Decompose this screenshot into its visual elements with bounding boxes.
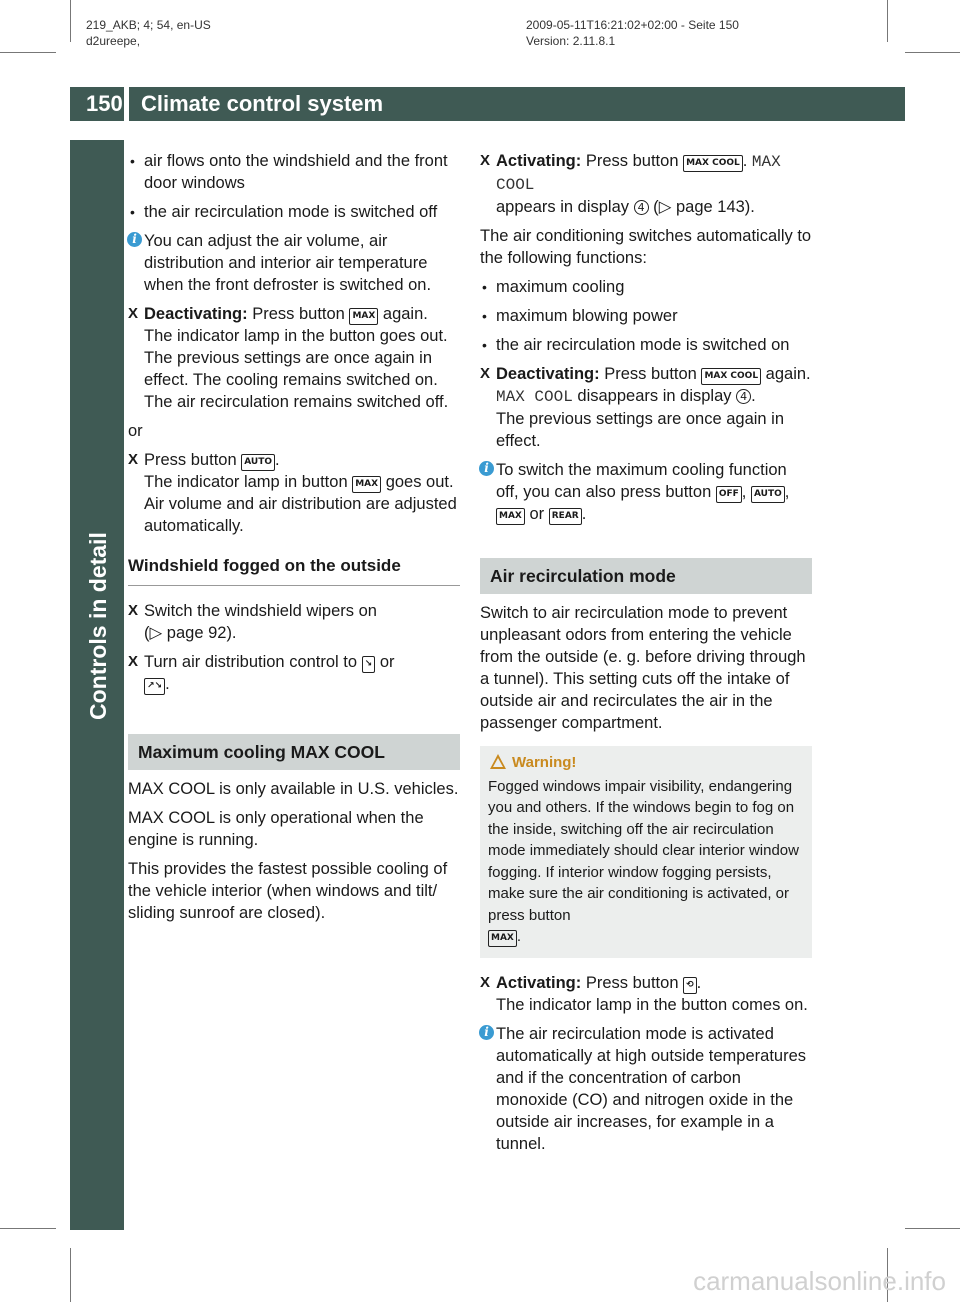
warning-title-text: Warning! [512,754,577,771]
step-arrow-icon: X [480,365,491,382]
step-text: or [379,653,395,671]
list-item [480,276,812,298]
list-item [480,305,812,327]
warning-text: Fogged windows impair visibility, endangering you and others. If the windows begin to fog on the inside, switching off the air recirculation mode immediately should clear interior window fogging. If interior window fogging persists, make sure the air conditioning is activated, or press button [488,777,799,924]
left-column [128,150,460,931]
print-meta-left [86,17,211,49]
crop-mark [0,1228,56,1229]
crop-mark [887,0,888,42]
print-meta-line: 219_AKB; 4; 54, en-US [86,18,211,32]
step-text: again. [382,305,428,323]
step-arrow-icon: X [128,602,139,619]
or-text: or [128,422,143,440]
side-tab-label [83,520,113,720]
step-arrow-icon: X [480,152,491,169]
step-text: page 143). [675,198,755,216]
max-cool-icon: MAX COOL [701,368,761,385]
page-title: Climate control system [129,87,905,121]
paragraph: Switch to air recirculation mode to prevent unpleasant odors from entering the vehicle from the outside (e. g. before driving through a tunnel). This setting cuts off the intake of outside air and recirculates the air in the passenger compartment. [480,604,806,732]
list-item [128,201,460,223]
subheading: Windshield fogged on the outside [128,555,460,586]
defrost-max-icon: MAX [488,930,517,947]
defrost-max-icon: MAX [352,476,381,493]
crop-mark [905,52,960,53]
display-text: MAX COOL [496,388,573,406]
info-icon: i [479,461,494,476]
auto-icon: AUTO [751,486,785,503]
print-meta-line: Version: 2.11.8.1 [526,34,616,48]
rear-defrost-icon: REAR [549,508,582,525]
step-text: The indicator lamp in the button goes out. The previous settings are once again in effect. The cooling remains switched on. The air recirculation remains switched off. [144,327,449,411]
list-item [480,334,812,356]
crop-mark [70,1248,71,1302]
step-item: X Activating: Press button MAX COOL . MAX COOL appears in display 4 (▷ page 143). [480,152,781,216]
air-distribution-windshield-icon: ↘ [362,656,376,673]
max-cool-icon: MAX COOL [683,155,743,172]
paragraph: MAX COOL is only available in U.S. vehicles. [128,780,459,798]
info-note: i To switch the maximum cooling function off, you can also press button OFF , AUTO , MAX or REAR . [480,459,812,525]
side-tab-text: Controls in detail [85,532,111,720]
display-text: MAX COOL [496,153,781,194]
paragraph: This provides the fastest possible cooling of the vehicle interior (when windows and tilt/ sliding sunroof are closed). [128,860,448,922]
right-column [480,150,812,1162]
step-text: appears in display [496,198,629,216]
display-4-icon: 4 [634,200,649,215]
step-text: Switch the windshield wipers on [144,602,377,620]
step-item: X Activating: Press button ⟲ . The indicator lamp in the button comes on. [480,973,808,1014]
step-text: Press button [585,973,679,992]
warning-box: Warning! Fogged windows impair visibility, endangering you and others. If the windows begin to fog on the inside, switching off the air recirculation mode immediately should clear interior window fogging. If interior window fogging persists, make sure the air conditioning is activated, or press button MAX . [480,746,812,958]
off-icon: OFF [716,486,742,503]
step-item [128,303,460,413]
step-item: X Press button AUTO . The indicator lamp in button MAX goes out. Air volume and air distribution are adjusted automatically. [128,451,457,535]
step-text: Press button [144,451,237,469]
step-arrow-icon: X [128,451,139,468]
step-text: Press button [585,152,679,170]
step-arrow-icon: X [128,305,139,322]
step-text: The indicator lamp in button [144,473,348,491]
list-item-text: the air recirculation mode is switched on [496,336,790,354]
warning-title [488,752,804,774]
step-text: again. [765,365,811,383]
step-label: Activating: [496,973,582,992]
recirculation-icon: ⟲ [683,977,697,994]
crop-mark [70,0,71,42]
step-text: page 92). [166,624,237,642]
step-text: Turn air distribution control to [144,653,358,671]
step-text: The previous settings are once again in effect. [496,410,785,450]
info-note [128,230,460,296]
step-text: Press button [252,305,345,323]
info-note [480,1023,812,1155]
display-4-icon: 4 [736,389,751,404]
info-icon: i [479,1025,494,1040]
section-heading: Air recirculation mode [480,558,812,594]
info-text: To switch the maximum cooling function off, you can also press button [496,461,787,501]
step-text: disappears in display [577,387,732,405]
list-item-text: air flows onto the windshield and the front door windows [144,152,448,192]
crop-mark [0,52,56,53]
crop-mark [905,1228,960,1229]
defrost-max-icon: MAX [349,308,378,325]
step-text: The indicator lamp in the button comes on. [496,995,808,1014]
step-arrow-icon: X [128,653,139,670]
info-icon: i [127,232,142,247]
info-text: You can adjust the air volume, air distribution and interior air temperature when the front defroster is switched on. [144,232,432,294]
info-text: or [529,505,545,523]
step-item: X Turn air distribution control to ↘ or ↗↘ . [128,653,395,693]
list-item [128,150,460,194]
step-text: Press button [604,365,697,383]
step-text: goes out. Air volume and air distribution are adjusted automatically. [144,473,457,535]
paragraph: The air conditioning switches automatically to the following functions: [480,227,812,267]
print-meta-line: 2009-05-11T16:21:02+02:00 - Seite 150 [526,18,739,32]
defrost-max-icon: MAX [496,508,525,525]
air-distribution-windshield-footwell-icon: ↗↘ [144,678,165,695]
step-label: Deactivating: [144,305,248,323]
watermark: carmanualsonline.info [693,1266,946,1296]
list-item-text: maximum blowing power [496,307,678,325]
page-ref-icon: ▷ [149,624,163,642]
paragraph: MAX COOL is only operational when the engine is running. [128,809,424,849]
step-label: Activating: [496,152,582,170]
info-text: The air recirculation mode is activated automatically at high outside temperatures and if the concentration of carbon monoxide (CO) and nitrogen oxide in the outside air increases, for example in a tunnel. [496,1024,807,1153]
section-heading: Maximum cooling MAX COOL [128,734,460,770]
warning-icon [490,754,506,769]
step-item: X Switch the windshield wipers on (▷ page 92). [128,602,377,642]
step-label: Deactivating: [496,365,600,383]
print-meta-right [526,17,739,49]
page-number: 150 [70,87,124,121]
list-item-text: maximum cooling [496,278,625,296]
list-item-text: the air recirculation mode is switched off [144,203,438,221]
auto-icon: AUTO [241,454,275,471]
step-arrow-icon: X [480,973,491,991]
print-meta-line: d2ureepe, [86,34,141,48]
page-ref-icon: ▷ [658,198,672,216]
step-item: X Deactivating: Press button MAX COOL again. MAX COOL disappears in display 4 . The previous settings are once again in effect. [480,365,811,450]
